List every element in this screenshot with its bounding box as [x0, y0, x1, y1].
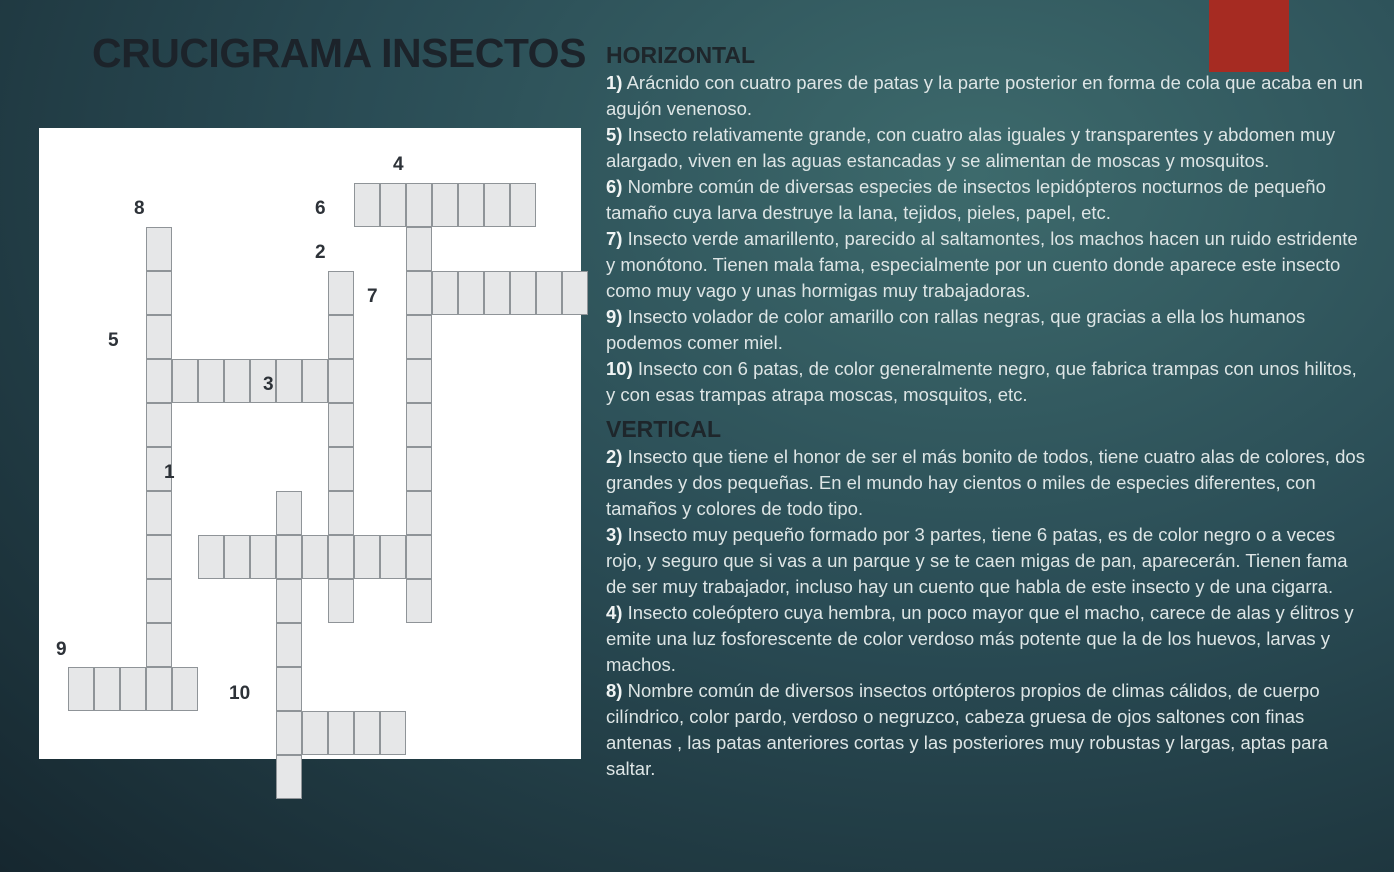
crossword-cell[interactable]	[146, 359, 172, 403]
crossword-cell[interactable]	[380, 535, 406, 579]
clue-v-8-text: Nombre común de diversos insectos ortópteros propios de climas cálidos, de cuerpo cilíndrico, color pardo, verdoso o negruzco, cabeza gruesa de ojos saltones con finas antenas , las patas anteriores cortas y las posteriores muy robustas y largas, aptas para saltar.	[606, 680, 1328, 779]
clue-h-1	[606, 70, 1366, 122]
crossword-cell[interactable]	[328, 359, 354, 403]
crossword-cell[interactable]	[510, 271, 536, 315]
crossword-cell[interactable]	[406, 227, 432, 271]
crossword-cell[interactable]	[146, 535, 172, 579]
page-title: CRUCIGRAMA INSECTOS	[92, 30, 586, 76]
crossword-cell[interactable]	[302, 359, 328, 403]
crossword-cell[interactable]	[406, 183, 432, 227]
clue-h-5	[606, 122, 1366, 174]
crossword-cell[interactable]	[198, 535, 224, 579]
vertical-clues	[606, 444, 1366, 782]
crossword-cell[interactable]	[250, 535, 276, 579]
clue-v-8	[606, 678, 1366, 782]
crossword-cell[interactable]	[328, 491, 354, 535]
crossword-cell[interactable]	[562, 271, 588, 315]
crossword-cell[interactable]	[328, 447, 354, 491]
clue-v-3-number: 3)	[606, 524, 623, 545]
crossword-cell[interactable]	[458, 183, 484, 227]
vertical-heading: VERTICAL	[606, 416, 721, 442]
crossword-cell[interactable]	[510, 183, 536, 227]
crossword-cell[interactable]	[172, 667, 198, 711]
crossword-cell[interactable]	[406, 579, 432, 623]
crossword-cell[interactable]	[406, 535, 432, 579]
crossword-cell[interactable]	[354, 535, 380, 579]
clue-number-10: 10	[229, 683, 251, 704]
crossword-cell[interactable]	[276, 491, 302, 535]
clue-h-7-number: 7)	[606, 228, 623, 249]
crossword-cell[interactable]	[302, 535, 328, 579]
crossword-cell[interactable]	[536, 271, 562, 315]
clue-v-4-text: Insecto coleóptero cuya hembra, un poco mayor que el macho, carece de alas y élitros y emite una luz fosforescente de color verdoso más potente que la de los huevos, larvas y machos.	[606, 602, 1354, 675]
clue-h-1-number: 1)	[606, 72, 623, 93]
crossword-cell[interactable]	[146, 227, 172, 271]
crossword-cell[interactable]	[276, 667, 302, 711]
horizontal-heading: HORIZONTAL	[606, 42, 756, 68]
clue-number-3: 3	[263, 374, 274, 395]
crossword-cell[interactable]	[146, 491, 172, 535]
crossword-cell[interactable]	[276, 535, 302, 579]
crossword-cell[interactable]	[146, 667, 172, 711]
clue-v-3	[606, 522, 1366, 600]
crossword-cell[interactable]	[276, 755, 302, 799]
crossword-cell[interactable]	[224, 535, 250, 579]
crossword-cell[interactable]	[94, 667, 120, 711]
crossword-cell[interactable]	[484, 271, 510, 315]
crossword-cell[interactable]	[146, 315, 172, 359]
crossword-cell[interactable]	[380, 711, 406, 755]
crossword-cell[interactable]	[146, 271, 172, 315]
crossword-cell[interactable]	[432, 271, 458, 315]
crossword-cell[interactable]	[328, 711, 354, 755]
crossword-cell[interactable]	[406, 359, 432, 403]
crossword-cell[interactable]	[484, 183, 510, 227]
crossword-cell[interactable]	[406, 403, 432, 447]
clue-number-5: 5	[108, 330, 119, 351]
clue-h-10	[606, 356, 1366, 408]
crossword-cell[interactable]	[406, 271, 432, 315]
crossword-cell[interactable]	[276, 711, 302, 755]
clue-h-6-number: 6)	[606, 176, 623, 197]
crossword-cell[interactable]	[120, 667, 146, 711]
crossword-cell[interactable]	[328, 403, 354, 447]
clue-number-7: 7	[367, 286, 378, 307]
clue-h-7	[606, 226, 1366, 304]
clue-number-8: 8	[134, 198, 145, 219]
crossword-cell[interactable]	[432, 183, 458, 227]
clue-number-6: 6	[315, 198, 326, 219]
crossword-cell[interactable]	[328, 579, 354, 623]
clue-number-2: 2	[315, 242, 326, 263]
clue-number-9: 9	[56, 639, 67, 660]
clue-v-2-text: Insecto que tiene el honor de ser el más bonito de todos, tiene cuatro alas de colores, dos grandes y dos pequeñas. En el mundo hay cientos o miles de especies diferentes, con tamaños y colores de todo tipo.	[606, 446, 1365, 519]
clue-h-6-text: Nombre común de diversas especies de insectos lepidópteros nocturnos de pequeño tamaño cuya larva destruye la lana, tejidos, pieles, papel, etc.	[606, 176, 1326, 223]
clue-h-9-number: 9)	[606, 306, 623, 327]
horizontal-clues	[606, 70, 1366, 408]
clue-h-9-text: Insecto volador de color amarillo con rallas negras, que gracias a ella los humanos podemos comer miel.	[606, 306, 1306, 353]
clue-number-4: 4	[393, 154, 404, 175]
crossword-cell[interactable]	[276, 579, 302, 623]
crossword-cell[interactable]	[328, 315, 354, 359]
crossword-cell[interactable]	[458, 271, 484, 315]
crossword-cell[interactable]	[172, 359, 198, 403]
crossword-cell[interactable]	[224, 359, 250, 403]
crossword-cell[interactable]	[406, 447, 432, 491]
crossword-cell[interactable]	[276, 623, 302, 667]
crossword-grid	[39, 128, 581, 759]
clues-panel	[606, 40, 1366, 782]
clue-v-2-number: 2)	[606, 446, 623, 467]
crossword-cell[interactable]	[380, 183, 406, 227]
clue-h-5-number: 5)	[606, 124, 623, 145]
clue-v-2	[606, 444, 1366, 522]
clue-h-10-number: 10)	[606, 358, 633, 379]
crossword-cell[interactable]	[328, 271, 354, 315]
crossword-cell[interactable]	[198, 359, 224, 403]
crossword-cell[interactable]	[276, 359, 302, 403]
crossword-cell[interactable]	[146, 623, 172, 667]
clue-number-1: 1	[164, 462, 175, 483]
clue-h-7-text: Insecto verde amarillento, parecido al saltamontes, los machos hacen un ruido estridente y monótono. Tienen mala fama, especialmente por un cuento donde aparece este insecto como muy vago y unas hormigas muy trabajadoras.	[606, 228, 1358, 301]
crossword-cell[interactable]	[146, 403, 172, 447]
crossword-cell[interactable]	[354, 183, 380, 227]
crossword-cell[interactable]	[302, 711, 328, 755]
crossword-cell[interactable]	[354, 711, 380, 755]
crossword-cell[interactable]	[328, 535, 354, 579]
clue-h-9	[606, 304, 1366, 356]
clue-h-6	[606, 174, 1366, 226]
clue-v-4	[606, 600, 1366, 678]
clue-h-10-text: Insecto con 6 patas, de color generalmente negro, que fabrica trampas con unos hilitos, y con esas trampas atrapa moscas, mosquitos, etc.	[606, 358, 1357, 405]
crossword-cell[interactable]	[68, 667, 94, 711]
clue-v-3-text: Insecto muy pequeño formado por 3 partes, tiene 6 patas, es de color negro o a veces rojo, y seguro que si vas a un parque y se te caen migas de pan, aparecerán. Tienen fama de ser muy trabajador, incluso hay un cuento que habla de este insecto y de una cigarra.	[606, 524, 1348, 597]
crossword-cell[interactable]	[146, 579, 172, 623]
clue-v-8-number: 8)	[606, 680, 623, 701]
clue-h-1-text: Arácnido con cuatro pares de patas y la parte posterior en forma de cola que acaba en un agujón venenoso.	[606, 72, 1363, 119]
clue-h-5-text: Insecto relativamente grande, con cuatro alas iguales y transparentes y abdomen muy alargado, viven en las aguas estancadas y se alimentan de moscas y mosquitos.	[606, 124, 1336, 171]
clue-v-4-number: 4)	[606, 602, 623, 623]
crossword-cell[interactable]	[406, 491, 432, 535]
crossword-cell[interactable]	[406, 315, 432, 359]
